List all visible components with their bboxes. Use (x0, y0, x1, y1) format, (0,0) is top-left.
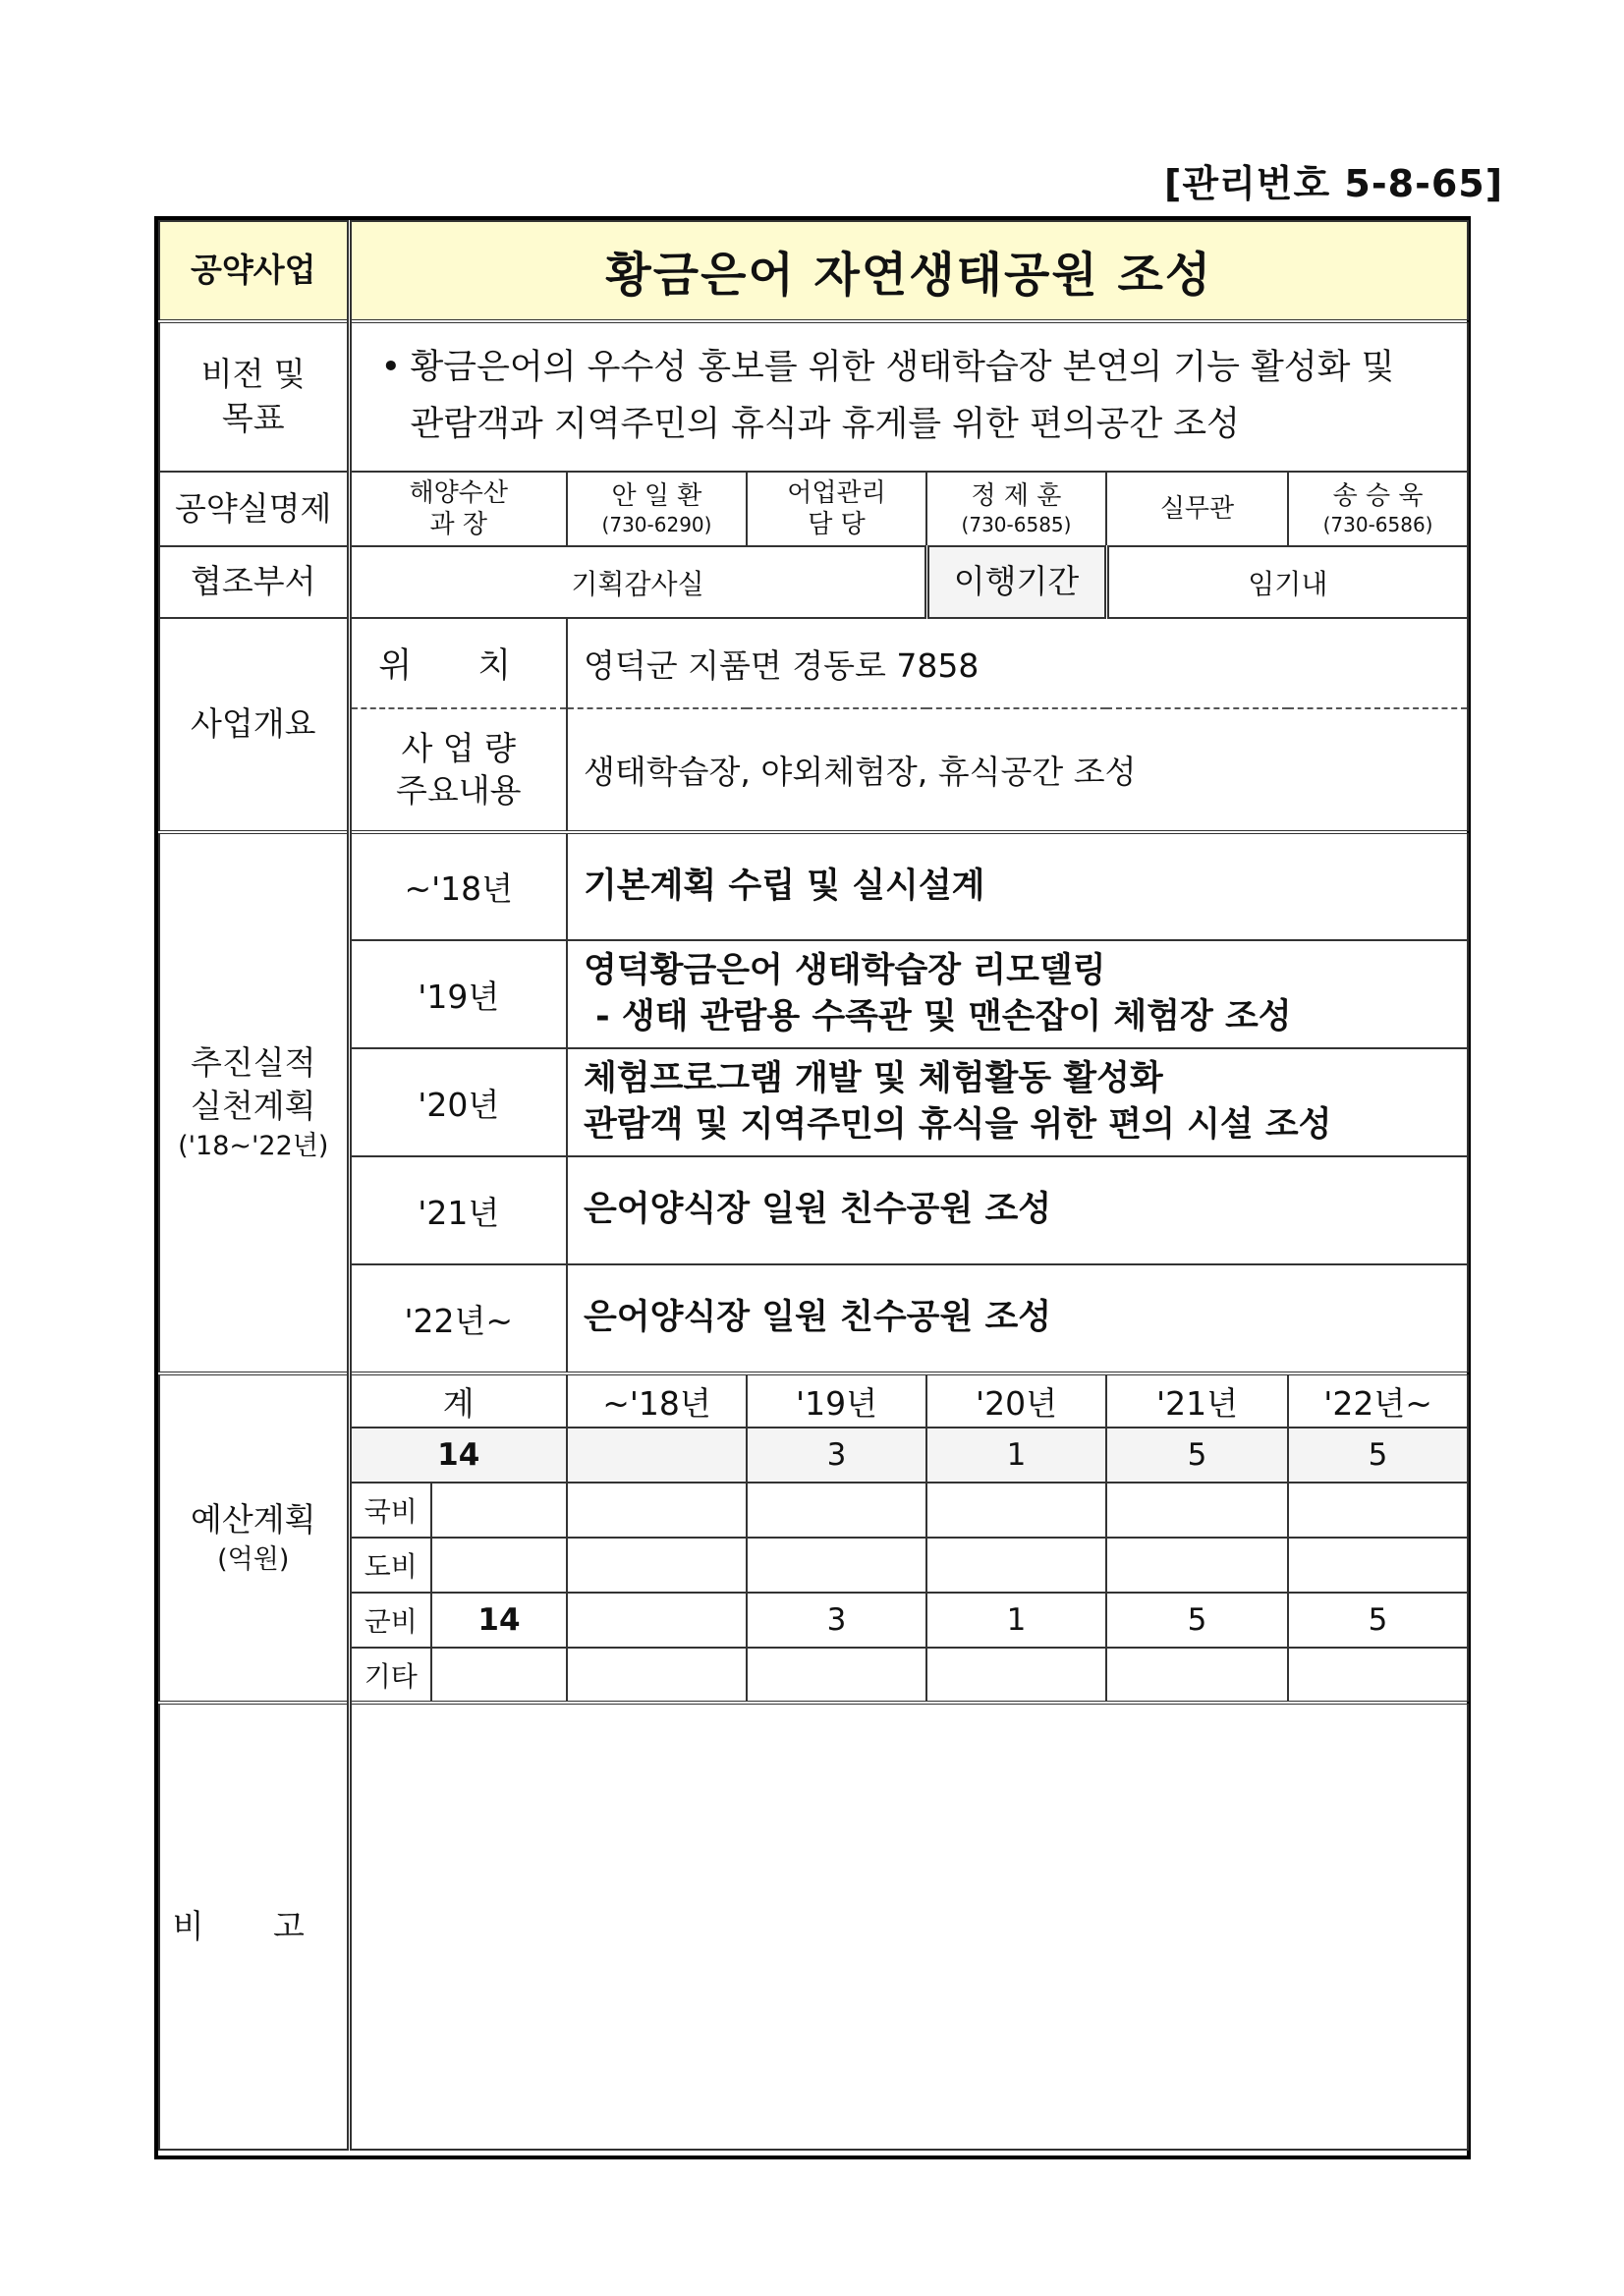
budget-cell (926, 1648, 1106, 1703)
budget-source-name: 도비 (349, 1538, 431, 1593)
progress-line1: 은어양식장 일원 친수공원 조성 (584, 1190, 1052, 1230)
budget-county-row (159, 1593, 1468, 1648)
vision-label-line1: 비전 및 (200, 355, 306, 394)
progress-year: '20년 (349, 1048, 567, 1156)
overview-content-row (159, 708, 1468, 832)
cooperation-label: 협조부서 (159, 546, 349, 618)
vision-label (159, 321, 349, 472)
budget-cell (747, 1483, 926, 1538)
content-label-line1: 사 업 량 (401, 728, 517, 767)
vision-content (349, 321, 1468, 472)
budget-header-year: ~'18년 (567, 1373, 747, 1428)
budget-total-cell: 5 (1106, 1428, 1288, 1483)
progress-line2: 관람객 및 지역주민의 휴식을 위한 편의 시설 조성 (584, 1105, 1332, 1145)
progress-label-line3: ('18~'22년) (178, 1130, 329, 1161)
p1-title (349, 472, 567, 546)
remarks-content (349, 1703, 1468, 2150)
budget-header-year: '19년 (747, 1373, 926, 1428)
progress-line1: 기본계획 수립 및 실시설계 (584, 866, 985, 906)
progress-label-line2: 실천계획 (190, 1087, 316, 1126)
budget-cell (1288, 1538, 1468, 1593)
budget-cell: 1 (926, 1593, 1106, 1648)
cooperation-row (159, 546, 1468, 618)
budget-source-total: 14 (431, 1593, 567, 1648)
period-label: 이행기간 (926, 546, 1106, 618)
budget-cell (567, 1648, 747, 1703)
header-label (159, 221, 349, 321)
progress-year: ~'18년 (349, 832, 567, 940)
budget-cell (1288, 1483, 1468, 1538)
budget-total-cell: 5 (1288, 1428, 1468, 1483)
p1-title-line1: 해양수산 (409, 477, 508, 508)
p3-title: 실무관 (1106, 472, 1288, 546)
progress-row-2018 (159, 832, 1468, 940)
location-label: 위 치 (349, 618, 567, 708)
progress-line1: 체험프로그램 개발 및 체험활동 활성화 (584, 1058, 1163, 1098)
progress-content (567, 832, 1468, 940)
budget-total-cell: 1 (926, 1428, 1106, 1483)
budget-cell (567, 1593, 747, 1648)
budget-national-row (159, 1483, 1468, 1538)
budget-total-cell: 3 (747, 1428, 926, 1483)
budget-total-cell (567, 1428, 747, 1483)
budget-cell: 3 (747, 1593, 926, 1648)
budget-source-total (431, 1648, 567, 1703)
budget-total-value: 14 (349, 1428, 567, 1483)
p3-name: 송 승 욱 (1332, 481, 1424, 512)
bullet-icon: • (380, 348, 402, 388)
period-value: 임기내 (1106, 546, 1468, 618)
progress-row-2022 (159, 1264, 1468, 1373)
progress-line1: 영덕황금은어 생태학습장 리모델링 (584, 950, 1106, 990)
budget-cell (747, 1648, 926, 1703)
budget-source-name: 기타 (349, 1648, 431, 1703)
budget-header-year: '21년 (1106, 1373, 1288, 1428)
p2-name-cell (926, 472, 1106, 546)
management-number: [관리번호 5-8-65] (1164, 162, 1504, 205)
header-label-text: 공약사업 (190, 251, 316, 290)
overview-location-row (159, 618, 1468, 708)
remarks-row (159, 1703, 1468, 2150)
budget-cell (926, 1483, 1106, 1538)
budget-cell (1106, 1538, 1288, 1593)
budget-source-total (431, 1483, 567, 1538)
vision-line1: 황금은어의 우수성 홍보를 위한 생태학습장 본연의 기능 활성화 및 (410, 348, 1395, 388)
progress-content (567, 1264, 1468, 1373)
vision-line2: 관람객과 지역주민의 휴식과 휴게를 위한 편의공간 조성 (410, 405, 1240, 444)
progress-year: '19년 (349, 940, 567, 1048)
responsible-row (159, 472, 1468, 546)
location-value: 영덕군 지품면 경동로 7858 (567, 618, 1468, 708)
budget-header-total: 계 (349, 1373, 567, 1428)
budget-cell (567, 1538, 747, 1593)
cooperation-dept: 기획감사실 (349, 546, 926, 618)
responsible-label: 공약실명제 (159, 472, 349, 546)
p2-phone: (730-6585) (961, 512, 1072, 536)
p2-title (747, 472, 926, 546)
vision-row (159, 321, 1468, 472)
p1-phone: (730-6290) (601, 512, 712, 536)
budget-source-name: 국비 (349, 1483, 431, 1538)
progress-line1: 은어양식장 일원 친수공원 조성 (584, 1298, 1052, 1338)
overview-label: 사업개요 (159, 618, 349, 832)
budget-cell (926, 1538, 1106, 1593)
p1-name: 안 일 환 (611, 481, 702, 512)
content-label-line2: 주요내용 (395, 770, 522, 810)
budget-source-total (431, 1538, 567, 1593)
p2-title-line1: 어업관리 (787, 477, 886, 508)
budget-cell: 5 (1106, 1593, 1288, 1648)
budget-label-line2: (억원) (217, 1543, 290, 1575)
pledge-table (158, 220, 1469, 2151)
content-value: 생태학습장, 야외체험장, 휴식공간 조성 (567, 708, 1468, 832)
budget-cell: 5 (1288, 1593, 1468, 1648)
vision-label-line2: 목표 (221, 399, 285, 437)
p1-title-line2: 과 장 (429, 510, 487, 539)
header-row (159, 221, 1468, 321)
budget-cell (1106, 1648, 1288, 1703)
budget-source-name: 군비 (349, 1593, 431, 1648)
remarks-label: 비 고 (159, 1703, 349, 2150)
budget-header-year: '22년~ (1288, 1373, 1468, 1428)
progress-year: '21년 (349, 1156, 567, 1264)
budget-total-row (159, 1428, 1468, 1483)
progress-line2: - 생태 관람용 수족관 및 맨손잡이 체험장 조성 (584, 997, 1292, 1036)
budget-label-line1: 예산계획 (190, 1500, 316, 1539)
pledge-form (154, 216, 1471, 2159)
p2-title-line2: 담 당 (808, 510, 866, 539)
content-label (349, 708, 567, 832)
page-title: 황금은어 자연생태공원 조성 (349, 221, 1468, 321)
budget-provincial-row (159, 1538, 1468, 1593)
progress-label-line1: 추진실적 (190, 1042, 316, 1082)
progress-content (567, 940, 1468, 1048)
budget-cell (567, 1483, 747, 1538)
progress-year: '22년~ (349, 1264, 567, 1373)
budget-header-year: '20년 (926, 1373, 1106, 1428)
progress-content (567, 1048, 1468, 1156)
budget-other-row (159, 1648, 1468, 1703)
progress-content (567, 1156, 1468, 1264)
progress-label (159, 832, 349, 1373)
budget-cell (747, 1538, 926, 1593)
budget-label (159, 1373, 349, 1703)
p3-phone: (730-6586) (1322, 512, 1433, 536)
progress-row-2019 (159, 940, 1468, 1048)
p1-name-cell (567, 472, 747, 546)
budget-header-row (159, 1373, 1468, 1428)
progress-row-2021 (159, 1156, 1468, 1264)
budget-cell (1288, 1648, 1468, 1703)
progress-row-2020 (159, 1048, 1468, 1156)
budget-cell (1106, 1483, 1288, 1538)
p3-name-cell (1288, 472, 1468, 546)
p2-name: 정 제 훈 (971, 481, 1062, 512)
